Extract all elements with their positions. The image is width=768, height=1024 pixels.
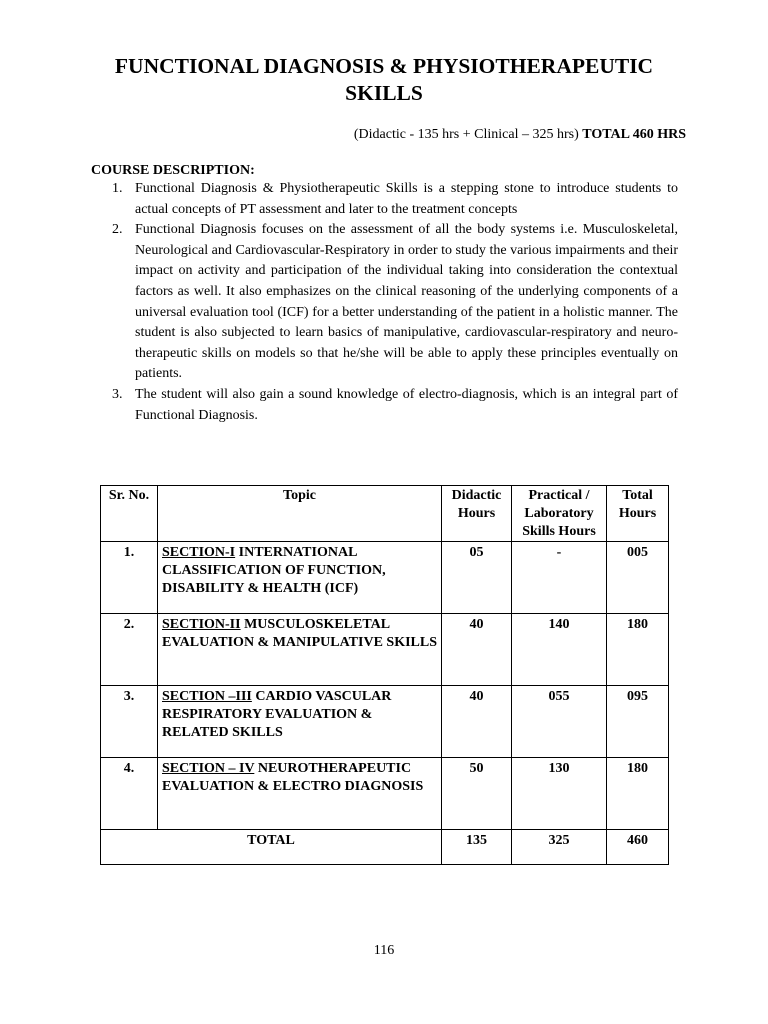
header-didactic-hours: Didactic Hours [442, 486, 512, 542]
cell-sr-no: 4. [101, 758, 158, 830]
table-row [101, 686, 669, 758]
section-label: SECTION –III [162, 689, 252, 704]
section-label: SECTION – IV [162, 761, 255, 776]
table-row [101, 758, 669, 830]
cell-didactic-hours: 40 [442, 614, 512, 686]
description-item [91, 385, 678, 426]
cell-total-hours: 180 [607, 758, 669, 830]
cell-didactic-hours: 50 [442, 758, 512, 830]
cell-sr-no: 2. [101, 614, 158, 686]
course-description-list [91, 179, 678, 426]
description-item-number: 2. [112, 222, 123, 238]
table-total-row [101, 830, 669, 865]
hours-total: TOTAL 460 HRS [582, 127, 686, 142]
page-number: 116 [373, 943, 395, 958]
description-item [91, 179, 678, 220]
header-practical-hours: Practical / Laboratory Skills Hours [512, 486, 607, 542]
table-row [101, 542, 669, 614]
description-item-text: The student will also gain a sound knowledge of electro-diagnosis, which is an integral part of Functional Diagnosis. [135, 386, 678, 423]
cell-sr-no: 1. [101, 542, 158, 614]
page-title [60, 53, 708, 107]
cell-topic [158, 542, 442, 614]
title-line-2: SKILLS [345, 81, 423, 105]
cell-total-hours: 180 [607, 614, 669, 686]
header-topic: Topic [158, 486, 442, 542]
description-item [91, 220, 678, 385]
total-hours: 460 [607, 830, 669, 865]
description-item-text: Functional Diagnosis focuses on the assessment of all the body systems i.e. Musculoskeletal, Neurological and Cardiovascular-Respiratory in order to study the various impairments and their impact on activity and participation of the individual taking into consideration the contextual factors as well. It also emphasizes on the clinical reasoning of the underlying components of a universal evaluation tool (ICF) for a better understanding of the patient in a holistic manner. The student is also subjected to learn basics of manipulative, cardiovascular-respiratory and neuro-therapeutic skills on models so that he/she will be able to apply these principles eventually on patients. [135, 222, 678, 382]
title-line-1: FUNCTIONAL DIAGNOSIS & PHYSIOTHERAPEUTIC [114, 54, 654, 78]
topic-text: MUSCULOSKELETAL EVALUATION & MANIPULATIVE SKILLS [162, 617, 437, 650]
cell-didactic-hours: 05 [442, 542, 512, 614]
description-item-number: 3. [112, 386, 123, 402]
header-sr-no: Sr. No. [101, 486, 158, 542]
hours-breakdown: (Didactic - 135 hrs + Clinical – 325 hrs) [353, 127, 579, 142]
total-practical-hours: 325 [512, 830, 607, 865]
cell-didactic-hours: 40 [442, 686, 512, 758]
cell-practical-hours: 140 [512, 614, 607, 686]
table-row [101, 614, 669, 686]
description-item-text: Functional Diagnosis & Physiotherapeutic Skills is a stepping stone to introduce students to actual concepts of PT assessment and later to the treatment concepts [135, 181, 678, 217]
course-description-heading: COURSE DESCRIPTION: [91, 163, 255, 178]
table-header-row [101, 486, 669, 542]
section-label: SECTION-II [162, 617, 241, 632]
topic-text: NEUROTHERAPEUTIC EVALUATION & ELECTRO DIAGNOSIS [162, 761, 424, 794]
course-hours-table [100, 485, 669, 865]
description-item-number: 1. [112, 181, 123, 196]
cell-sr-no: 3. [101, 686, 158, 758]
section-label: SECTION-I [162, 545, 236, 560]
cell-practical-hours: 130 [512, 758, 607, 830]
hours-summary [354, 126, 686, 144]
total-label: TOTAL [101, 830, 442, 865]
cell-practical-hours: - [512, 542, 607, 614]
topic-text: INTERNATIONAL CLASSIFICATION OF FUNCTION, DISABILITY & HEALTH (ICF) [162, 545, 386, 596]
cell-topic [158, 758, 442, 830]
cell-total-hours: 095 [607, 686, 669, 758]
header-total-hours: Total Hours [607, 486, 669, 542]
cell-topic [158, 614, 442, 686]
cell-total-hours: 005 [607, 542, 669, 614]
topic-text: CARDIO VASCULAR RESPIRATORY EVALUATION & RELATED SKILLS [162, 689, 392, 740]
cell-practical-hours: 055 [512, 686, 607, 758]
cell-topic [158, 686, 442, 758]
total-didactic-hours: 135 [442, 830, 512, 865]
